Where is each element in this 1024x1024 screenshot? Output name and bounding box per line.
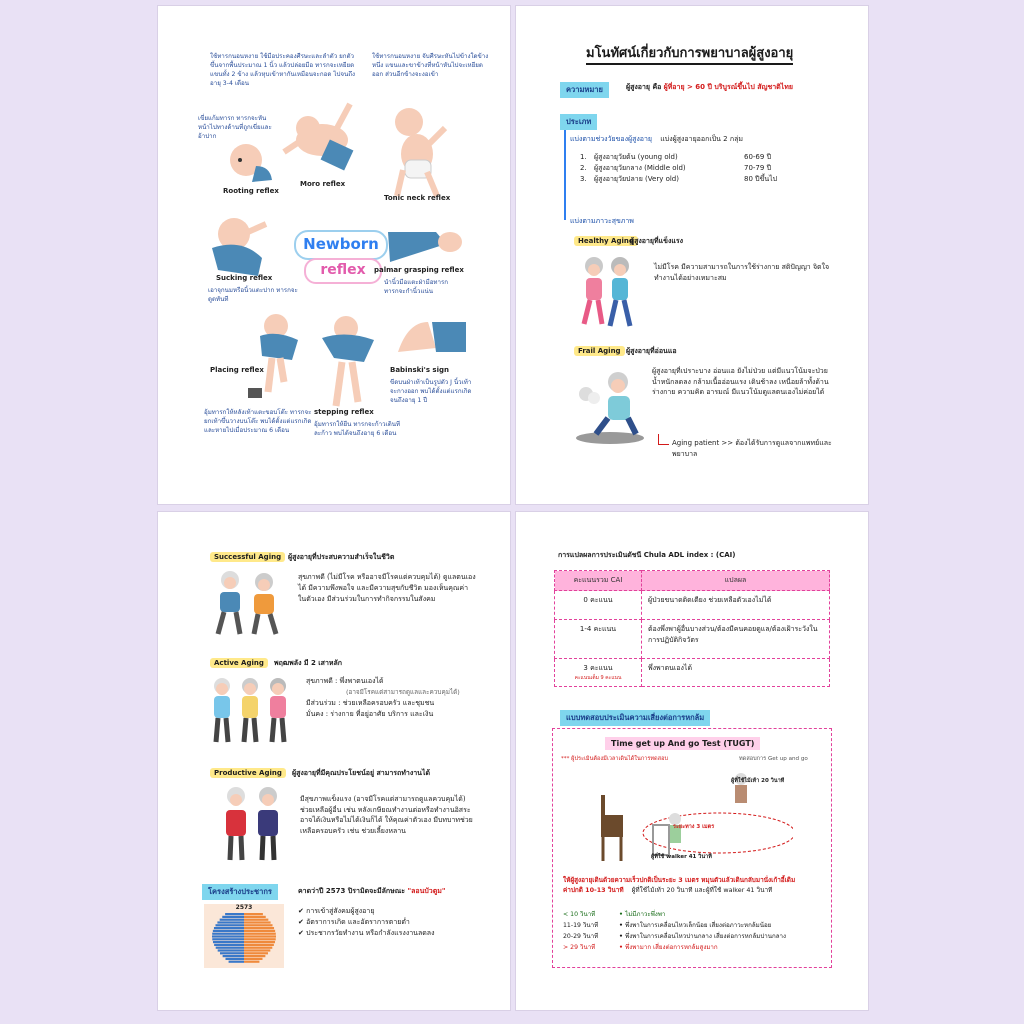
frail-title: ผู้สูงอายุที่อ่อนแอ bbox=[626, 347, 677, 355]
column-header: คะแนนรวม CAI bbox=[555, 571, 642, 591]
successful-desc: สุขภาพดี (ไม่มีโรค หรืออาจมีโรคแต่ควบคุมได้) ดูแลตนเองได้ มีความพึงพอใจ และมีความสุขกับชีวิต มองเห็นคุณค่าในตัวเอง มีส่วนร่วมในการทำกิจกรรมในสังคม bbox=[298, 573, 476, 603]
definition-text bbox=[626, 82, 793, 93]
moro-note: ใช้ทารกนอนหงาย ใช้มือประคองศีรษะและลำตัว ยกตัวขึ้นจากพื้นประมาณ 1 นิ้ว แล้วปล่อยมือ ทารกจะเหยียดแขนทั้ง 2 ข้าง แล้วหุบเข้าหากันเหมือนจะกอด ไปจนถึงอายุ 3-4 เดือน bbox=[210, 53, 355, 87]
active-line-security: มั่นคง : ร่างกาย ที่อยู่อาศัย บริการ และเงิน bbox=[306, 710, 434, 718]
adl-title: การแปลผลการประเมินดัชนี Chula ADL index : (CAI) bbox=[558, 551, 736, 559]
structure-tag: โครงสร้างประชากร bbox=[202, 884, 278, 900]
pyramid-bar-female bbox=[244, 958, 262, 960]
palmar-illustration bbox=[386, 218, 466, 268]
column-header: แปลผล bbox=[642, 571, 830, 591]
adl-note: คะแนนเต็ม 9 คะแนน bbox=[574, 675, 622, 681]
active-line-participation: มีส่วนร่วม : ช่วยเหลือครอบครัว และชุมชน bbox=[306, 699, 435, 707]
tonic-baby-illustration bbox=[383, 100, 453, 200]
definition-text-a: ผู้สูงอายุ คือ bbox=[626, 83, 662, 91]
pyramid-bar-male bbox=[225, 913, 244, 915]
newborn-title: Newborn bbox=[294, 230, 388, 260]
page-geriatric-concepts bbox=[516, 6, 868, 504]
productive-desc: มีสุขภาพแข็งแรง (อาจมีโรคแต่สามารถดูแลควบคุมได้) ช่วยเหลือผู้อื่น เช่น หลังเกษียณทำงานต่อหรือทำงานอิสระ อาจได้เงินหรือไม่ได้เงินก็ได้ ให้คุณค่าตัวเอง มีบทบาทช่วยเหลือครอบครัว เช่น ช่วยเลี้ยงหลาน bbox=[300, 795, 473, 835]
moro-baby-illustration bbox=[278, 92, 368, 182]
pyramid-bar-female bbox=[244, 913, 263, 915]
result-row: 11-19 วินาที • พึ่งพาในการเคลื่อนไหวเล็กน้อย เสี่ยงต่อภาวะหกล้มน้อย bbox=[563, 922, 772, 929]
sucking-baby-illustration bbox=[202, 208, 272, 278]
healthy-desc: ไม่มีโรค มีความสามารถในการใช้ร่างกาย สติปัญญา จิตใจ ทำงานได้อย่างเหมาะสม bbox=[654, 263, 830, 282]
check-icon: ✔ bbox=[298, 918, 307, 926]
active-title: พฤฒพลัง มี 2 เสาหลัก bbox=[274, 659, 343, 667]
bullet-item: ✔ การเข้าสู่สังคมผู้สูงอายุ bbox=[298, 907, 375, 915]
bullet-item: ✔ อัตราการเกิด และอัตราการตายต่ำ bbox=[298, 918, 410, 926]
stepping-note: อุ้มทารกให้ยืน ทารกจะก้าวเดินทีละก้าว พบได้จนถึงอายุ 6 เดือน bbox=[314, 421, 401, 437]
fig-cane-label: ผู้ที่ใช้ไม้เท้า 20 วินาที bbox=[731, 778, 785, 784]
pyramid-bar-female bbox=[244, 935, 276, 937]
definition-text-b: ผู้ที่อายุ > 60 ปี บริบูรณ์ขึ้นไป สัญชาติไทย bbox=[663, 83, 793, 91]
pyramid-bar-female bbox=[244, 952, 268, 954]
result-row: > 29 วินาที • พึ่งพามาก เสี่ยงต่อการหกล้มสูงมาก bbox=[563, 944, 718, 951]
stepping-baby-illustration bbox=[312, 312, 382, 412]
pyramid-bar-male bbox=[220, 952, 244, 954]
structure-text bbox=[298, 886, 446, 897]
arrow-icon bbox=[658, 434, 669, 445]
rooting-label: Rooting reflex bbox=[223, 187, 279, 195]
table-row bbox=[555, 591, 830, 620]
tugt-results bbox=[563, 909, 827, 953]
active-tag: Active Aging bbox=[210, 658, 268, 668]
adl-score: 1-4 คะแนน bbox=[555, 620, 642, 659]
fig-walker-label: ผู้ที่ใช้ walker 41 วินาที bbox=[651, 854, 712, 860]
pyramid-bar-male bbox=[212, 933, 244, 935]
active-line-health: สุขภาพดี : พึ่งพาตนเองได้ bbox=[306, 677, 384, 685]
pyramid-bar-male bbox=[216, 947, 244, 949]
active-elders-illustration bbox=[206, 674, 296, 746]
babinski-label: Babinski's sign bbox=[390, 366, 449, 374]
pyramid-bar-female bbox=[244, 933, 276, 935]
babinski-note: ขีดบนฝ่าเท้าเป็นรูปตัว J นิ้วเท้าจะกางออก พบได้ตั้งแต่แรกเกิดจนถึงอายุ 1 ปี bbox=[390, 379, 472, 404]
stepping-label: stepping reflex bbox=[314, 408, 374, 416]
tonic-note: ใช้ทารกนอนหงาย จับศีรษะหันไปข้างใดข้างหนึ่ง แขนและขาข้างที่หน้าหันไปจะเหยียดออก ส่วนอีกข้างจะงอเข้า bbox=[372, 53, 489, 78]
tugt-box bbox=[552, 728, 832, 968]
babinski-illustration bbox=[392, 316, 472, 366]
pyramid-bar-female bbox=[244, 949, 270, 951]
aging-patient-text: Aging patient >> ต้องได้รับการดูแลจากแพทย์และพยาบาล bbox=[672, 439, 832, 458]
pyramid-bar-male bbox=[212, 935, 244, 937]
result-row: < 10 วินาที • ไม่มีภาวะพึ่งพา bbox=[563, 911, 666, 918]
frail-tag: Frail Aging bbox=[574, 346, 625, 356]
tugt-title: Time get up And go Test (TUGT) bbox=[605, 737, 760, 750]
active-pillars bbox=[306, 676, 476, 720]
pyramid-bar-female bbox=[244, 916, 266, 918]
page-assessment bbox=[516, 512, 868, 1010]
palmar-note: นำนิ้วมือแตะฝ่ามือทารก ทารกจะกำนิ้วแน่น bbox=[384, 279, 449, 295]
table-header-row bbox=[555, 571, 830, 591]
pyramid-bar-male bbox=[214, 944, 244, 946]
population-pyramid bbox=[204, 904, 284, 968]
successful-title: ผู้สูงอายุที่ประสบความสำเร็จในชีวิต bbox=[288, 553, 395, 561]
age-group-item: 3. ผู้สูงอายุวัยปลาย (Very old) 80 ปีขึ้นไป bbox=[580, 175, 778, 183]
type-bracket bbox=[564, 130, 566, 220]
rooting-baby-illustration bbox=[218, 136, 278, 186]
pyramid-bar-female bbox=[244, 961, 259, 963]
check-icon: ✔ bbox=[298, 907, 307, 915]
result-row: 20-29 วินาที • พึ่งพาในการเคลื่อนไหวปานกลาง เสี่ยงต่อการหกล้มปานกลาง bbox=[563, 933, 787, 940]
by-age-row bbox=[570, 134, 743, 145]
pyramid-bar-male bbox=[213, 930, 244, 932]
bullet-item: ✔ ประชากรวัยทำงาน หรือกำลังแรงงานลดลง bbox=[298, 929, 435, 937]
by-health-label: แบ่งตามภาวะสุขภาพ bbox=[570, 217, 634, 225]
pyramid-bar-male bbox=[220, 919, 244, 921]
adl-score: 3 คะแนน bbox=[583, 664, 613, 672]
pyramid-bar-female bbox=[244, 941, 275, 943]
pyramid-bar-female bbox=[244, 947, 272, 949]
page-title: มโนทัศน์เกี่ยวกับการพยาบาลผู้สูงอายุ bbox=[586, 42, 793, 65]
moro-label: Moro reflex bbox=[300, 180, 346, 188]
sucking-label: Sucking reflex bbox=[216, 274, 273, 282]
pyramid-bar-female bbox=[244, 938, 276, 940]
page-aging-types bbox=[158, 512, 510, 1010]
pyramid-bar-male bbox=[215, 924, 244, 926]
frail-elder-illustration bbox=[570, 364, 648, 444]
tugt-note-right: ทดสอบการ Get up and go bbox=[739, 756, 808, 762]
tugt-note-left: *** ผู้ประเมินต้องมีเวลาเดินได้ในการทดสอบ bbox=[561, 756, 669, 762]
pyramid-bar-male bbox=[222, 916, 244, 918]
pyramid-bar-female bbox=[244, 955, 265, 957]
tugt-desc-c: ผู้ที่ใช้ไม้เท้า 20 วินาที และผู้ที่ใช้ walker 41 วินาที bbox=[631, 886, 773, 894]
pyramid-bar-female bbox=[244, 921, 271, 923]
structure-quote: "ลอนบัวตูม" bbox=[407, 887, 446, 895]
pyramid-bar-male bbox=[229, 961, 244, 963]
type-tag: ประเภท bbox=[560, 114, 597, 130]
by-age-label: แบ่งตามช่วงวัยของผู้สูงอายุ bbox=[570, 135, 653, 143]
pyramid-bar-male bbox=[223, 955, 244, 957]
fall-risk-tag: แบบทดสอบประเมินความเสี่ยงต่อการหกล้ม bbox=[560, 710, 710, 726]
adl-meaning: พึ่งพาตนเองได้ bbox=[642, 659, 830, 687]
successful-tag: Successful Aging bbox=[210, 552, 285, 562]
pyramid-bar-male bbox=[214, 927, 244, 929]
pyramid-bars bbox=[204, 911, 284, 965]
tonic-label: Tonic neck reflex bbox=[384, 194, 451, 202]
definition-tag: ความหมาย bbox=[560, 82, 609, 98]
fig-distance-label: ระยะทาง 3 เมตร bbox=[673, 824, 715, 830]
healthy-elders-illustration bbox=[572, 254, 642, 330]
adl-meaning: ผู้ป่วยขนาดติดเตียง ช่วยเหลือตัวเองไม่ได้ bbox=[642, 591, 830, 620]
placing-baby-illustration bbox=[246, 312, 306, 398]
adl-score-cell bbox=[555, 659, 642, 687]
tugt-desc-a: ให้ผู้สูงอายุเดินด้วยความเร็วปกติเป็นระยะ 3 เมตร หมุนตัวแล้วเดินกลับมานั่งเก้าอี้เดิม bbox=[563, 876, 796, 884]
page-newborn-reflex bbox=[158, 6, 510, 504]
pyramid-bar-female bbox=[244, 924, 273, 926]
structure-bullets bbox=[298, 906, 478, 939]
table-row bbox=[555, 620, 830, 659]
frail-desc: ผู้สูงอายุที่เปราะบาง อ่อนแอ ยังไม่ป่วย แต่มีแนวโน้มจะป่วย น้ำหนักลดลง กล้ามเนื้ออ่อนแรง เดินช้าลง เหนื่อยล้าทั้งด้านร่างกาย ความคิด อารมณ์ มีแนวโน้มดูแลตนเองไม่ค่อยได้ bbox=[652, 367, 829, 396]
pyramid-bar-female bbox=[244, 927, 274, 929]
pyramid-bar-female bbox=[244, 919, 268, 921]
tugt-desc-b: ค่าปกติ 10-13 วินาที bbox=[563, 886, 624, 894]
healthy-title: ผู้สูงอายุที่แข็งแรง bbox=[630, 237, 684, 245]
rooting-note: เขี่ยแก้มทารก ทารกจะหันหน้าไปทางด้านที่ถูกเขี่ยและอ้าปาก bbox=[198, 115, 272, 140]
sucking-note: เอาจุกนมหรือนิ้วแตะปาก ทารกจะดูดทันที bbox=[208, 287, 298, 303]
structure-text-main: คาดว่าปี 2573 ปิรามิดจะมีลักษณะ bbox=[298, 887, 405, 895]
active-line-health-note: (อาจมีโรคแต่สามารถดูแลและควบคุมได้) bbox=[346, 688, 460, 696]
pyramid-bar-male bbox=[213, 941, 244, 943]
reflex-title: reflex bbox=[304, 258, 382, 284]
tugt-desc bbox=[563, 875, 825, 895]
adl-score: 0 คะแนน bbox=[555, 591, 642, 620]
productive-title: ผู้สูงอายุที่มีคุณประโยชน์อยู่ สามารถทำงานได้ bbox=[292, 769, 431, 777]
adl-table bbox=[554, 570, 830, 687]
placing-label: Placing reflex bbox=[210, 366, 264, 374]
pyramid-year: 2573 bbox=[235, 904, 253, 911]
pyramid-bar-male bbox=[212, 938, 244, 940]
age-group-item: 2. ผู้สูงอายุวัยกลาง (Middle old) 70-79 ปี bbox=[580, 164, 772, 172]
palmar-label: palmar grasping reflex bbox=[374, 266, 464, 274]
adl-meaning: ต้องพึ่งพาผู้อื่นบางส่วน/ต้องมีคนคอยดูแล/ต้องเฝ้าระวังในการปฏิบัติกิจวัตร bbox=[642, 620, 830, 659]
pyramid-bar-male bbox=[217, 921, 244, 923]
pyramid-bar-female bbox=[244, 944, 274, 946]
placing-note: อุ้มทารกให้หลังเท้าแตะขอบโต๊ะ ทารกจะยกเท้าขึ้นวางบนโต๊ะ พบได้ตั้งแต่แรกเกิด และหายไปเมื่อประมาณ 6 เดือน bbox=[204, 409, 312, 434]
pyramid-bar-female bbox=[244, 930, 275, 932]
age-group-item: 1. ผู้สูงอายุวัยต้น (young old) 60-69 ปี bbox=[580, 153, 772, 161]
productive-elders-illustration bbox=[216, 784, 292, 864]
pyramid-bar-male bbox=[218, 949, 244, 951]
age-group-list bbox=[580, 152, 840, 185]
successful-elders-illustration bbox=[210, 568, 290, 638]
table-row bbox=[555, 659, 830, 687]
check-icon: ✔ bbox=[298, 929, 307, 937]
pyramid-bar-male bbox=[226, 958, 244, 960]
healthy-tag: Healthy Aging bbox=[574, 236, 638, 246]
productive-tag: Productive Aging bbox=[210, 768, 286, 778]
by-age-sub: แบ่งผู้สูงอายุออกเป็น 2 กลุ่ม bbox=[660, 135, 743, 143]
